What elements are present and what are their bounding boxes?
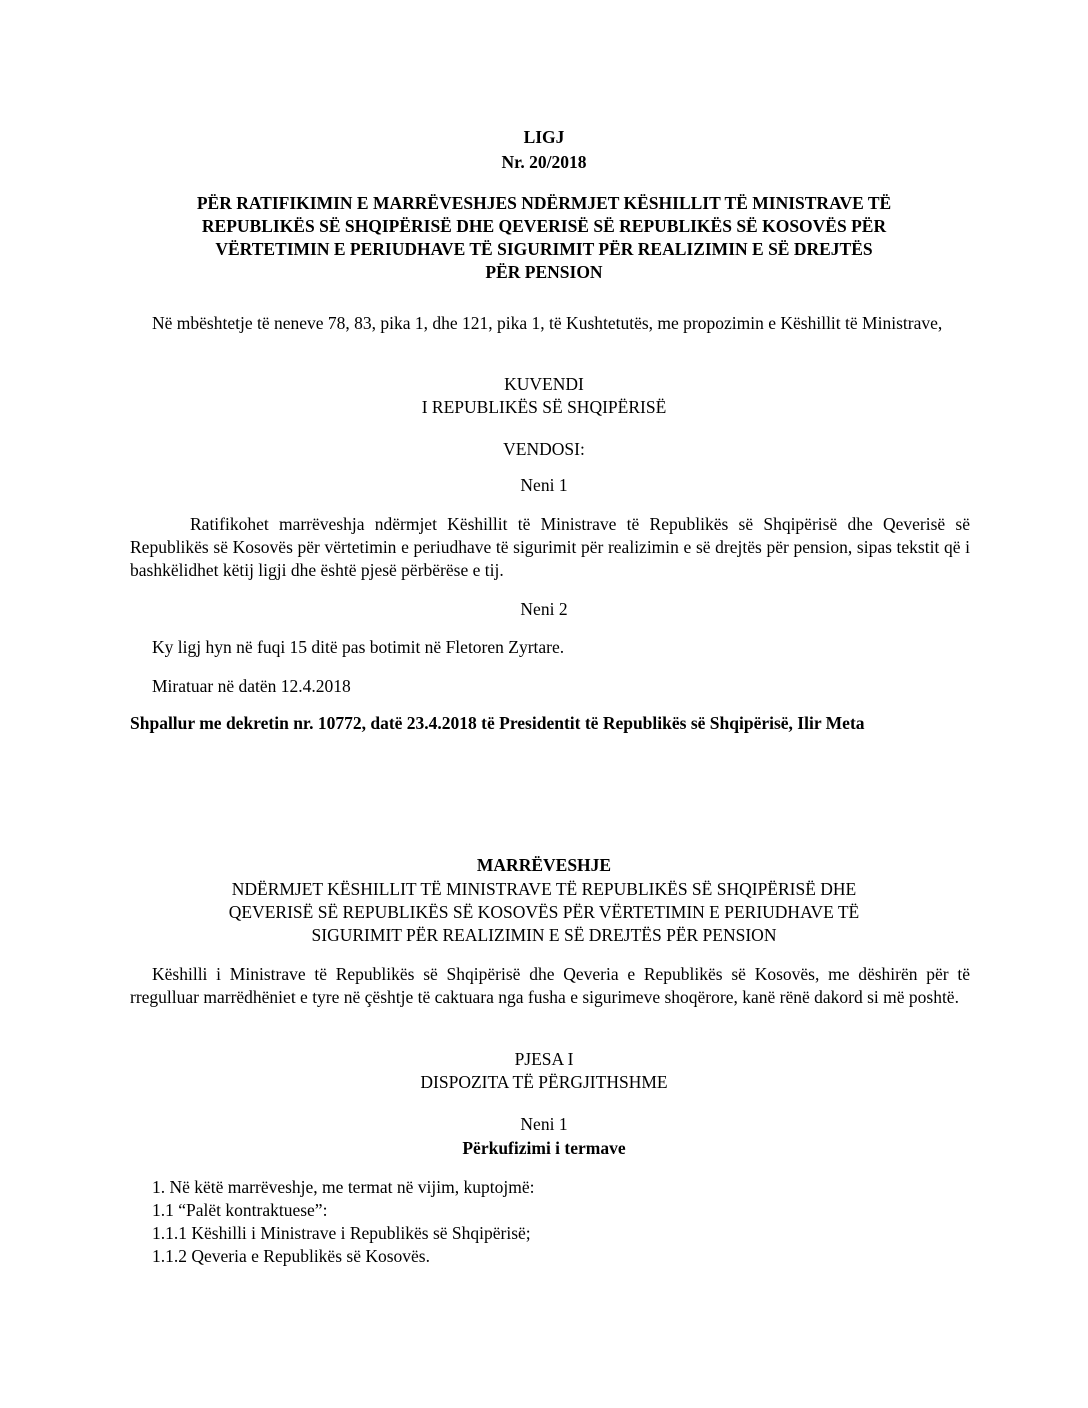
law-preamble: Në mbështetje të neneve 78, 83, pika 1, dhe 121, pika 1, të Kushtetutës, me propozimin e Këshillit të Ministrave, <box>152 313 943 333</box>
agreement-heading: MARRËVESHJE <box>476 855 612 875</box>
law-title-line: REPUBLIKËS SË SHQIPËRISË DHE QEVERISË SË REPUBLIKËS SË KOSOVËS PËR <box>201 216 887 236</box>
assembly-line: KUVENDI <box>504 374 584 394</box>
agreement-title-line: QEVERISË SË REPUBLIKËS SË KOSOVËS PËR VËRTETIMIN E PERIUDHAVE TË <box>228 902 860 922</box>
promulgation: Shpallur me dekretin nr. 10772, datë 23.4.2018 të Presidentit të Republikës së Shqipërisë, Ilir Meta <box>130 713 865 733</box>
approval-date: Miratuar në datën 12.4.2018 <box>152 676 351 696</box>
agreement-intro: Këshilli i Ministrave të Republikës së Shqipërisë dhe Qeveria e Republikës së Kosovës, me dëshirën për të rregulluar marrëdhëniet e tyre në çështje të caktuara nga fusha e sigurimeve shoqërore, kanë rënë dakord si më poshtë. <box>130 964 970 1007</box>
law-article2-heading: Neni 2 <box>520 599 568 619</box>
assembly-line: I REPUBLIKËS SË SHQIPËRISË <box>421 397 667 417</box>
agreement-article1-title: Përkufizimi i termave <box>462 1138 626 1158</box>
part-line: DISPOZITA TË PËRGJITHSHME <box>420 1072 668 1092</box>
agreement-article1-heading: Neni 1 <box>520 1114 568 1134</box>
list-item: 1.1.2 Qeveria e Republikës së Kosovës. <box>152 1246 430 1266</box>
law-title-line: PËR PENSION <box>485 262 603 282</box>
law-article2-text: Ky ligj hyn në fuqi 15 ditë pas botimit në Fletoren Zyrtare. <box>152 637 565 657</box>
law-title-line: PËR RATIFIKIMIN E MARRËVESHJES NDËRMJET KËSHILLIT TË MINISTRAVE TË <box>196 193 892 213</box>
law-title <box>0 192 1088 284</box>
part-line: PJESA I <box>514 1049 574 1069</box>
law-article1-heading: Neni 1 <box>520 475 568 495</box>
list-item: 1.1 “Palët kontraktuese”: <box>152 1200 328 1220</box>
law-title-line: VËRTETIMIN E PERIUDHAVE TË SIGURIMIT PËR REALIZIMIN E SË DREJTËS <box>215 239 873 259</box>
law-article1-text: Ratifikohet marrëveshja ndërmjet Këshillit të Ministrave të Republikës së Shqipërisë dhe Qeverisë së Republikës së Kosovës për vërtetimin e periudhave të sigurimit për realizimin e së drejtës për pension, sipas tekstit që i bashkëlidhet këtij ligji dhe është pjesë përbërëse e tij. <box>130 514 970 580</box>
list-item: 1. Në këtë marrëveshje, me termat në vijim, kuptojmë: <box>152 1177 535 1197</box>
definitions-list <box>130 1176 970 1268</box>
decided-heading: VENDOSI: <box>503 439 585 459</box>
agreement-title <box>0 878 1088 947</box>
assembly-name <box>0 373 1088 419</box>
agreement-title-line: NDËRMJET KËSHILLIT TË MINISTRAVE TË REPUBLIKËS SË SHQIPËRISË DHE <box>231 879 857 899</box>
agreement-title-line: SIGURIMIT PËR REALIZIMIN E SË DREJTËS PËR PENSION <box>311 925 777 945</box>
law-number: Nr. 20/2018 <box>501 152 587 172</box>
part-heading <box>0 1048 1088 1094</box>
law-heading: LIGJ <box>523 127 565 147</box>
list-item: 1.1.1 Këshilli i Ministrave i Republikës së Shqipërisë; <box>152 1223 531 1243</box>
